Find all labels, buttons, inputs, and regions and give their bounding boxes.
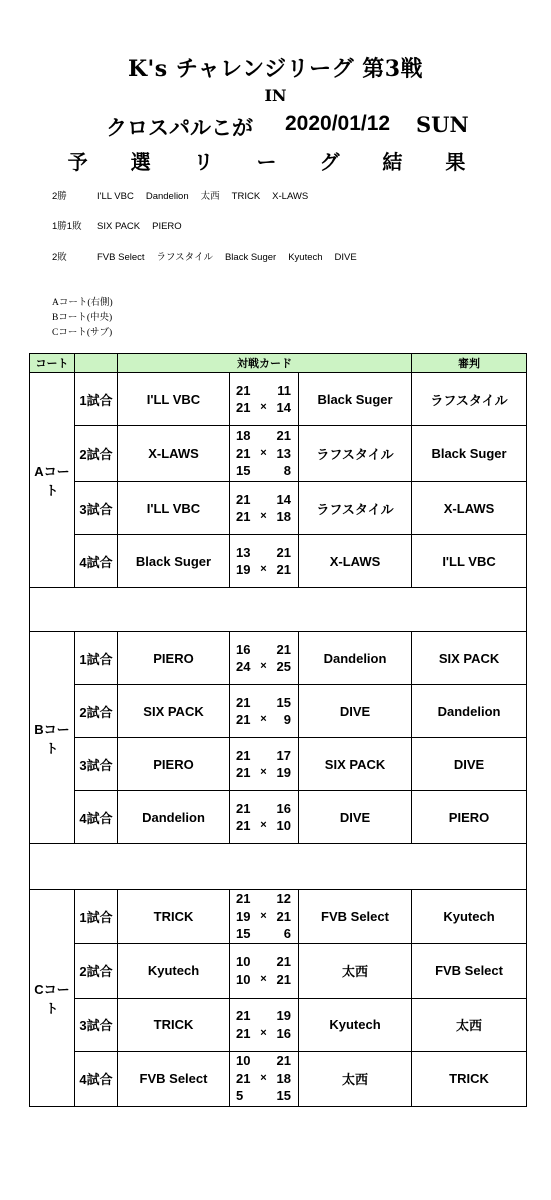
score-team-1: 21 bbox=[236, 491, 251, 507]
set-score bbox=[230, 953, 298, 971]
set-scores bbox=[230, 426, 299, 482]
versus-mark: × bbox=[260, 446, 267, 459]
result-team: SIX PACK bbox=[97, 221, 141, 232]
score-team-1: 16 bbox=[236, 641, 251, 657]
set-score bbox=[230, 694, 298, 712]
match-number: 1試合 bbox=[75, 373, 118, 426]
set-scores bbox=[230, 1051, 299, 1106]
court-separator-cell bbox=[30, 844, 527, 890]
court-name: Bコート bbox=[30, 632, 75, 844]
venue: クロスパルこが bbox=[106, 116, 253, 140]
set-scores bbox=[230, 998, 299, 1051]
team-2: FVB Select bbox=[299, 890, 412, 944]
team-1: TRICK bbox=[118, 998, 230, 1051]
team-1: PIERO bbox=[118, 632, 230, 685]
score-team-1: 21 bbox=[236, 747, 251, 763]
referee: 太西 bbox=[412, 998, 527, 1051]
in-label: IN bbox=[264, 86, 287, 105]
set-score bbox=[230, 747, 298, 765]
team-1: SIX PACK bbox=[118, 685, 230, 738]
versus-mark bbox=[258, 1052, 270, 1070]
set-scores bbox=[230, 632, 299, 685]
score-team-2: 21 bbox=[276, 428, 291, 444]
table-row bbox=[30, 373, 527, 426]
team-2: DIVE bbox=[299, 685, 412, 738]
score-team-2: 18 bbox=[276, 509, 291, 524]
team-1: I'LL VBC bbox=[118, 373, 230, 426]
header-match bbox=[75, 354, 118, 373]
event-date: 2020/01/12 bbox=[285, 112, 391, 135]
set-score bbox=[230, 890, 298, 908]
table-row bbox=[30, 943, 527, 998]
team-2: ラフスタイル bbox=[299, 426, 412, 482]
result-line bbox=[52, 218, 194, 232]
match-number: 2試合 bbox=[75, 685, 118, 738]
team-2: SIX PACK bbox=[299, 738, 412, 791]
versus-mark: × bbox=[260, 1071, 267, 1084]
table-row bbox=[30, 998, 527, 1051]
referee: Dandelion bbox=[412, 685, 527, 738]
score-team-1: 21 bbox=[236, 1070, 251, 1086]
versus-mark bbox=[258, 747, 270, 765]
versus-mark: × bbox=[260, 1026, 267, 1039]
versus-mark: × bbox=[260, 563, 267, 575]
versus-mark bbox=[258, 462, 270, 480]
match-number: 1試合 bbox=[75, 632, 118, 685]
set-score bbox=[230, 971, 298, 989]
header-referee: 審判 bbox=[412, 354, 527, 373]
referee: I'LL VBC bbox=[412, 535, 527, 588]
result-team: I'LL VBC bbox=[97, 191, 134, 202]
table-row bbox=[30, 1051, 527, 1106]
score-team-2: 21 bbox=[276, 562, 291, 577]
score-team-2: 6 bbox=[283, 926, 291, 941]
versus-mark bbox=[258, 382, 270, 400]
team-2: DIVE bbox=[299, 791, 412, 844]
table-row bbox=[30, 426, 527, 482]
score-team-2: 15 bbox=[276, 694, 291, 710]
score-team-2: 11 bbox=[277, 382, 291, 398]
score-team-1: 21 bbox=[236, 1008, 251, 1023]
set-score bbox=[230, 491, 298, 509]
set-scores bbox=[230, 890, 299, 944]
score-team-2: 8 bbox=[283, 463, 291, 479]
result-label: 2敗 bbox=[52, 252, 67, 263]
score-team-2: 19 bbox=[276, 1008, 291, 1023]
event-day: SUN bbox=[416, 112, 469, 137]
set-score bbox=[230, 544, 298, 562]
set-score bbox=[230, 908, 298, 926]
table-row bbox=[30, 535, 527, 588]
score-team-2: 21 bbox=[276, 544, 291, 560]
result-team: PIERO bbox=[152, 221, 182, 232]
referee: PIERO bbox=[412, 791, 527, 844]
team-1: FVB Select bbox=[118, 1051, 230, 1106]
match-number: 2試合 bbox=[75, 943, 118, 998]
versus-mark: × bbox=[260, 401, 267, 413]
set-score bbox=[230, 462, 298, 480]
score-team-2: 16 bbox=[276, 800, 291, 816]
score-team-1: 21 bbox=[236, 800, 251, 816]
referee: ラフスタイル bbox=[412, 373, 527, 426]
set-score bbox=[230, 445, 298, 463]
set-score bbox=[230, 711, 298, 729]
score-team-1: 21 bbox=[236, 765, 251, 780]
versus-mark bbox=[258, 427, 270, 445]
score-team-1: 5 bbox=[236, 1088, 244, 1104]
versus-mark bbox=[258, 641, 270, 659]
result-team: ラフスタイル bbox=[156, 252, 213, 263]
versus-mark: × bbox=[260, 819, 267, 831]
score-team-2: 19 bbox=[276, 765, 291, 780]
versus-mark bbox=[258, 890, 270, 908]
page-title: K's チャレンジリーグ 第3戦 bbox=[127, 56, 424, 82]
score-team-1: 21 bbox=[236, 509, 251, 524]
set-score bbox=[230, 1087, 298, 1105]
table-row bbox=[30, 632, 527, 685]
set-score bbox=[230, 658, 298, 676]
match-number: 4試合 bbox=[75, 791, 118, 844]
result-team: Black Suger bbox=[224, 252, 277, 263]
score-team-2: 16 bbox=[276, 1025, 291, 1041]
result-line bbox=[52, 188, 320, 202]
results-subtitle: 予 選 リ ー グ 結 果 bbox=[67, 150, 484, 174]
set-score bbox=[230, 1007, 298, 1025]
result-team: X-LAWS bbox=[272, 191, 309, 202]
results-table bbox=[29, 353, 527, 1107]
referee: SIX PACK bbox=[412, 632, 527, 685]
match-number: 2試合 bbox=[75, 426, 118, 482]
set-scores bbox=[230, 943, 299, 998]
header-court: コート bbox=[30, 354, 75, 373]
table-row bbox=[30, 791, 527, 844]
court-separator-cell bbox=[30, 588, 527, 632]
set-scores bbox=[230, 373, 299, 426]
set-scores bbox=[230, 535, 299, 588]
court-note: Aコート(右側) bbox=[52, 298, 113, 308]
court-note: Bコート(中央) bbox=[52, 313, 113, 323]
team-2: ラフスタイル bbox=[299, 482, 412, 535]
score-team-1: 21 bbox=[236, 818, 251, 833]
score-team-2: 14 bbox=[276, 400, 291, 415]
score-team-2: 14 bbox=[276, 491, 291, 507]
set-scores bbox=[230, 791, 299, 844]
set-score bbox=[230, 382, 298, 400]
header-card: 対戦カード bbox=[118, 354, 412, 373]
match-number: 3試合 bbox=[75, 738, 118, 791]
set-score bbox=[230, 1070, 298, 1088]
score-team-1: 13 bbox=[236, 544, 251, 560]
set-scores bbox=[230, 482, 299, 535]
score-team-1: 19 bbox=[236, 908, 251, 924]
team-1: Dandelion bbox=[118, 791, 230, 844]
set-score bbox=[230, 925, 298, 943]
versus-mark: × bbox=[260, 660, 267, 672]
set-scores bbox=[230, 685, 299, 738]
score-team-2: 15 bbox=[276, 1088, 291, 1104]
team-1: I'LL VBC bbox=[118, 482, 230, 535]
match-number: 3試合 bbox=[75, 482, 118, 535]
versus-mark: × bbox=[260, 909, 267, 922]
team-1: Black Suger bbox=[118, 535, 230, 588]
table-row bbox=[30, 738, 527, 791]
score-team-1: 15 bbox=[236, 926, 251, 941]
score-team-1: 21 bbox=[236, 891, 251, 906]
table-row bbox=[30, 890, 527, 944]
result-label: 2勝 bbox=[52, 191, 67, 202]
score-team-2: 12 bbox=[276, 891, 291, 906]
table-row bbox=[30, 482, 527, 535]
score-team-2: 13 bbox=[276, 445, 291, 461]
set-scores bbox=[230, 738, 299, 791]
result-team: FVB Select bbox=[97, 252, 145, 263]
set-score bbox=[230, 764, 298, 782]
versus-mark: × bbox=[260, 766, 267, 778]
set-score bbox=[230, 817, 298, 835]
versus-mark: × bbox=[260, 713, 267, 725]
result-team: Kyutech bbox=[288, 252, 323, 263]
set-score bbox=[230, 399, 298, 417]
court-separator bbox=[30, 588, 527, 632]
referee: TRICK bbox=[412, 1051, 527, 1106]
score-team-1: 10 bbox=[236, 971, 251, 987]
referee: Black Suger bbox=[412, 426, 527, 482]
versus-mark bbox=[258, 925, 270, 943]
versus-mark bbox=[258, 1007, 270, 1025]
versus-mark: × bbox=[260, 972, 267, 985]
result-team: TRICK bbox=[231, 191, 261, 202]
referee: FVB Select bbox=[412, 943, 527, 998]
score-team-1: 21 bbox=[236, 694, 251, 710]
team-1: Kyutech bbox=[118, 943, 230, 998]
set-score bbox=[230, 641, 298, 659]
score-team-2: 21 bbox=[276, 954, 291, 969]
score-team-1: 15 bbox=[236, 463, 251, 479]
versus-mark bbox=[258, 953, 270, 971]
score-team-2: 21 bbox=[276, 908, 291, 924]
score-team-2: 9 bbox=[283, 712, 291, 727]
versus-mark bbox=[258, 491, 270, 509]
score-team-2: 21 bbox=[276, 971, 291, 987]
set-score bbox=[230, 427, 298, 445]
set-score bbox=[230, 800, 298, 818]
score-team-1: 21 bbox=[236, 445, 251, 461]
result-label: 1勝1敗 bbox=[52, 221, 82, 232]
score-team-1: 19 bbox=[236, 562, 251, 577]
referee: Kyutech bbox=[412, 890, 527, 944]
result-team: DIVE bbox=[334, 252, 357, 263]
team-1: PIERO bbox=[118, 738, 230, 791]
team-2: X-LAWS bbox=[299, 535, 412, 588]
set-score bbox=[230, 561, 298, 579]
score-team-1: 21 bbox=[236, 712, 251, 727]
set-score bbox=[230, 1025, 298, 1043]
match-number: 4試合 bbox=[75, 1051, 118, 1106]
score-team-1: 21 bbox=[236, 400, 251, 415]
match-number: 4試合 bbox=[75, 535, 118, 588]
versus-mark bbox=[258, 544, 270, 562]
court-name: Aコート bbox=[30, 373, 75, 588]
match-number: 1試合 bbox=[75, 890, 118, 944]
score-team-1: 21 bbox=[236, 382, 251, 398]
score-team-1: 10 bbox=[236, 1053, 251, 1069]
team-2: 太西 bbox=[299, 1051, 412, 1106]
score-team-2: 10 bbox=[276, 818, 291, 833]
table-row bbox=[30, 685, 527, 738]
set-score bbox=[230, 508, 298, 526]
result-team: Dandelion bbox=[145, 191, 189, 202]
set-score bbox=[230, 1052, 298, 1070]
team-2: Dandelion bbox=[299, 632, 412, 685]
versus-mark bbox=[258, 800, 270, 818]
score-team-1: 24 bbox=[236, 659, 251, 674]
versus-mark: × bbox=[260, 510, 267, 522]
versus-mark bbox=[258, 1087, 270, 1105]
referee: X-LAWS bbox=[412, 482, 527, 535]
match-number: 3試合 bbox=[75, 998, 118, 1051]
court-note: Cコート(サブ) bbox=[52, 328, 113, 338]
score-team-2: 21 bbox=[276, 641, 291, 657]
versus-mark bbox=[258, 694, 270, 712]
team-2: 太西 bbox=[299, 943, 412, 998]
team-1: X-LAWS bbox=[118, 426, 230, 482]
score-team-1: 21 bbox=[236, 1025, 251, 1041]
score-team-2: 18 bbox=[276, 1070, 291, 1086]
score-team-1: 18 bbox=[236, 428, 251, 444]
score-team-2: 25 bbox=[276, 659, 291, 674]
team-1: TRICK bbox=[118, 890, 230, 944]
team-2: Black Suger bbox=[299, 373, 412, 426]
score-team-2: 21 bbox=[276, 1053, 291, 1069]
team-2: Kyutech bbox=[299, 998, 412, 1051]
score-team-1: 10 bbox=[236, 954, 251, 969]
result-line bbox=[52, 249, 369, 263]
score-team-2: 17 bbox=[276, 747, 291, 763]
result-team: 太西 bbox=[200, 191, 220, 202]
referee: DIVE bbox=[412, 738, 527, 791]
court-name: Cコート bbox=[30, 890, 75, 1107]
court-separator bbox=[30, 844, 527, 890]
